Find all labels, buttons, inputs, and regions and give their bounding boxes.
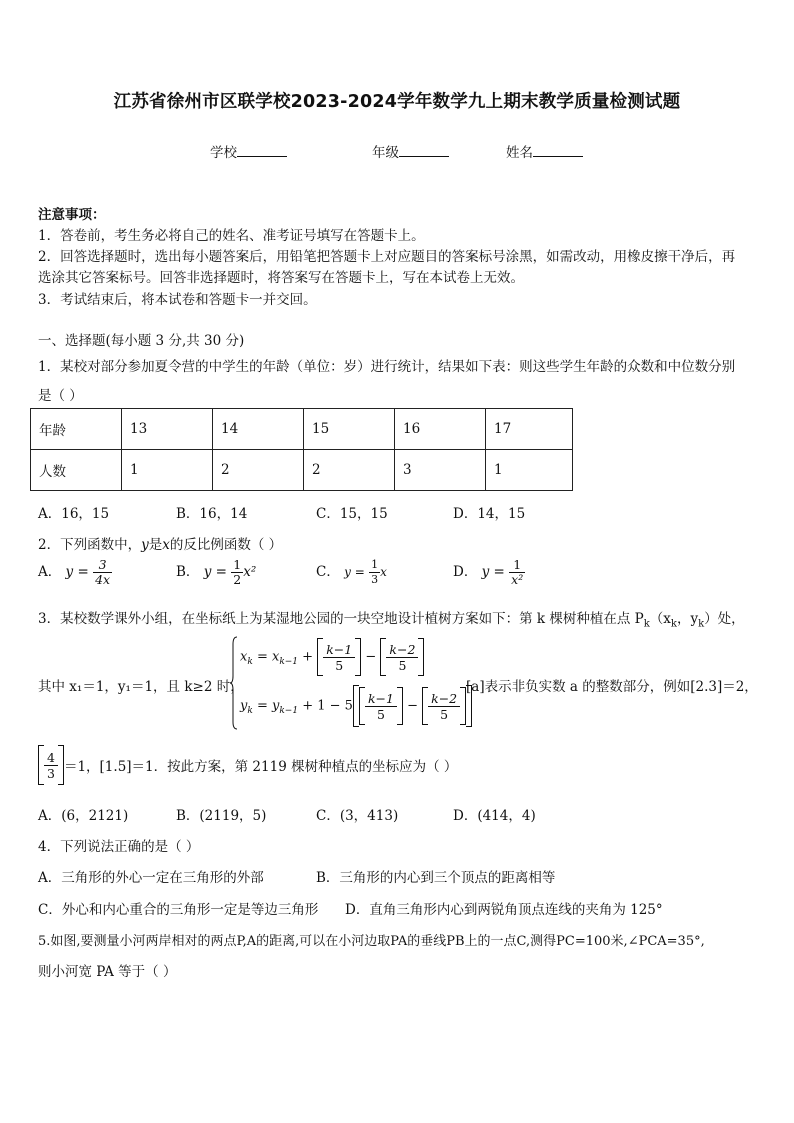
frac-num: k−2: [428, 691, 460, 707]
q3-text: [38, 607, 745, 630]
notice-item: 选涂其它答案标号。回答非选择题时，将答案写在答题卡上，写在本试卷上无效。: [38, 270, 524, 286]
bracket-right: [418, 638, 424, 676]
system-row-x: [240, 638, 424, 676]
option-letter: C．: [316, 564, 340, 580]
q3-text-part: ）处，: [704, 611, 745, 627]
q2-text: [38, 533, 282, 553]
fraction: [369, 558, 380, 587]
q2-option-d[interactable]: [453, 558, 525, 587]
grade-blank[interactable]: [399, 142, 449, 157]
q3-text-part: 3．某校数学课外小组，在坐标纸上为某湿地公园的一块空地设计植树方案如下：第 k 棵树种植在点 P: [38, 611, 644, 627]
frac-den: 2: [233, 572, 242, 587]
fraction: [386, 642, 418, 673]
q2-option-c[interactable]: [316, 558, 387, 587]
frac-den: 5: [440, 706, 449, 722]
notice-item: 2．回答选择题时，选出每小题答案后，用铅笔把答题卡上对应题目的答案标号涂黑，如需改动，用橡皮擦干净后，再: [38, 249, 736, 265]
fraction: [428, 691, 460, 722]
fraction: [365, 691, 397, 722]
q3-example-line: [38, 745, 457, 785]
fraction: [509, 558, 525, 587]
eq-lhs: y =: [65, 564, 89, 580]
frac-den: 5: [398, 657, 407, 673]
fraction: [323, 642, 355, 673]
sys-var: y: [240, 698, 248, 714]
q1-text-cont: 是（ ）: [38, 388, 83, 404]
age-table: [30, 408, 573, 491]
q2-text-part: 2．下列函数中，: [38, 537, 142, 553]
q2-option-b[interactable]: [176, 558, 256, 587]
q3-text-part: （x: [649, 611, 671, 627]
sys-var: x: [240, 649, 248, 665]
table-cell: 13: [122, 409, 213, 450]
q3-option-c[interactable]: C．(3，413): [316, 808, 399, 824]
sys-eq: = y: [252, 698, 280, 714]
table-cell: 2: [304, 450, 395, 491]
frac-den: 3: [47, 765, 55, 781]
q1-option-c[interactable]: C．15，15: [316, 506, 388, 522]
option-letter: D．: [453, 564, 478, 580]
frac-num: 1: [509, 558, 525, 573]
q2-text-part: 的反比例函数（ ）: [169, 537, 283, 553]
frac-den: 3: [371, 573, 379, 586]
frac-num: 3: [93, 558, 112, 573]
q1-option-d[interactable]: D．14，15: [453, 506, 526, 522]
q3-option-b[interactable]: B．(2119，5): [176, 808, 267, 824]
school-label: 学校: [210, 145, 237, 161]
table-cell: 人数: [31, 450, 122, 491]
table-cell: 1: [486, 450, 573, 491]
eq-lhs: y =: [203, 564, 227, 580]
fraction: [93, 558, 112, 587]
q2-var-x: x: [162, 537, 170, 553]
q4-text: 4．下列说法正确的是（ ）: [38, 839, 200, 855]
q3-text-cont: [a]表示非负实数 a 的整数部分，例如[2.3]＝2，: [466, 679, 758, 695]
grade-label: 年级: [372, 145, 399, 161]
name-blank[interactable]: [533, 142, 583, 157]
sys-op: +: [298, 649, 318, 665]
notice-item: 3．考试结束后，将本试卷和答题卡一并交回。: [38, 292, 317, 308]
q4-option-d[interactable]: D．直角三角形内心到两锐角顶点连线的夹角为 125°: [345, 902, 663, 918]
notice-item: 1．答卷前，考生务必将自己的姓名、准考证号填写在答题卡上。: [38, 228, 425, 244]
page-title: 江苏省徐州市区联学校2023-2024学年数学九上期末教学质量检测试题: [113, 92, 681, 112]
table-cell: 2: [213, 450, 304, 491]
grade-field[interactable]: [372, 141, 449, 161]
table-cell: 年龄: [31, 409, 122, 450]
option-letter: B．: [176, 564, 200, 580]
q1-option-b[interactable]: B．16，14: [176, 506, 248, 522]
sys-op: −: [361, 649, 381, 665]
name-label: 姓名: [506, 145, 533, 161]
frac-num: 4: [44, 750, 58, 766]
q3-text-part: ＝1，[1.5]＝1．按此方案，第 2119 棵树种植点的坐标应为（ ）: [63, 759, 458, 775]
q3-text-cont: 其中 x₁＝1，y₁＝1，且 k≥2 时，: [38, 679, 244, 695]
eq-lhs: y =: [344, 565, 365, 579]
brace-icon: [230, 636, 238, 730]
q4-option-a[interactable]: A．三角形的外心一定在三角形的外部: [38, 870, 264, 886]
frac-den: 4x: [95, 572, 111, 587]
eq-tail: x²: [243, 564, 257, 580]
table-cell: 16: [395, 409, 486, 450]
table-cell: 14: [213, 409, 304, 450]
q3-option-a[interactable]: A．(6，2121): [38, 808, 129, 824]
table-cell: 3: [395, 450, 486, 491]
q5-text-cont: 则小河宽 PA 等于（ ）: [38, 964, 177, 980]
table-row: [31, 450, 573, 491]
q1-option-a[interactable]: A．16，15: [38, 506, 110, 522]
frac-num: k−1: [323, 642, 355, 658]
q3-text-part: ，y: [676, 611, 699, 627]
eq-lhs: y =: [481, 564, 505, 580]
frac-den: 5: [376, 706, 385, 722]
frac-num: 1: [233, 557, 242, 572]
q3-sub: k: [698, 618, 705, 630]
q5-text: 5.如图,要测量小河两岸相对的两点P,A的距离,可以在小河边取PA的垂线PB上的一点C,测得PC=100米,∠PCA=35°,: [38, 934, 705, 949]
q4-option-b[interactable]: B．三角形的内心到三个顶点的距离相等: [316, 870, 556, 886]
table-cell: 1: [122, 450, 213, 491]
sys-sub: k−1: [279, 657, 299, 668]
frac-den: x²: [511, 572, 524, 587]
q2-var-y: y: [141, 537, 149, 553]
frac-num: k−1: [365, 691, 397, 707]
q2-option-a[interactable]: [38, 558, 112, 587]
q3-option-d[interactable]: D．(414，4): [453, 808, 536, 824]
option-letter: A．: [38, 564, 62, 580]
school-field[interactable]: [210, 141, 287, 161]
sys-sub: k−1: [279, 706, 299, 717]
eq-tail: x: [380, 565, 387, 579]
frac-num: 1: [371, 558, 379, 571]
section-heading: 一、选择题(每小题 3 分,共 30 分): [38, 333, 245, 349]
frac-num: k−2: [386, 642, 418, 658]
sys-eq: = x: [252, 649, 280, 665]
table-cell: 15: [304, 409, 395, 450]
system-row-y: [240, 685, 472, 727]
school-blank[interactable]: [237, 142, 287, 157]
sys-sub: k: [247, 657, 253, 668]
table-row: [31, 409, 573, 450]
q3-sub: k: [643, 618, 650, 630]
q3-sub: k: [670, 618, 677, 630]
q2-text-part: 是: [148, 537, 163, 553]
sys-sub: k: [247, 706, 253, 717]
q4-option-c[interactable]: C．外心和内心重合的三角形一定是等边三角形: [38, 902, 319, 918]
notice-heading: 注意事项：: [38, 207, 106, 223]
sys-op: + 1 − 5: [298, 698, 353, 714]
q1-text: 1．某校对部分参加夏令营的中学生的年龄（单位：岁）进行统计，结果如下表：则这些学生年龄的众数和中位数分别: [38, 359, 736, 375]
name-field[interactable]: [506, 141, 583, 161]
sys-op: −: [402, 698, 423, 714]
fraction: [44, 750, 58, 781]
fraction: [231, 558, 243, 587]
frac-den: 5: [335, 657, 344, 673]
table-cell: 17: [486, 409, 573, 450]
